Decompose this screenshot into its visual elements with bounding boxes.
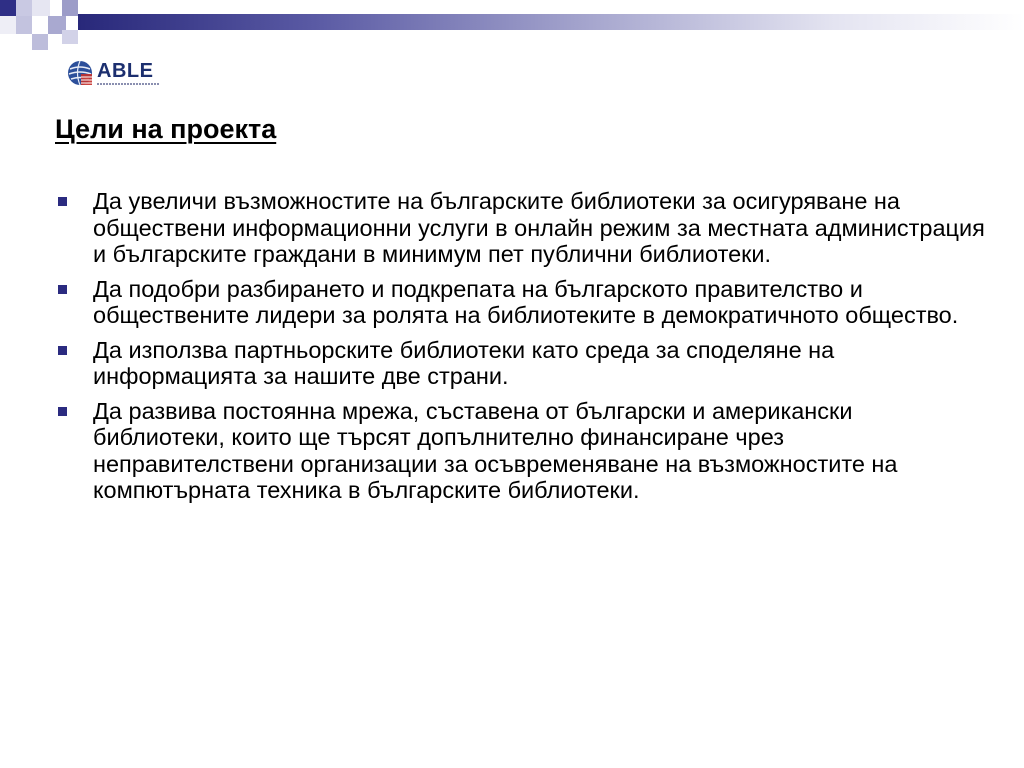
- able-logo: [64, 58, 164, 92]
- logo-text: ABLE: [97, 60, 154, 82]
- bullet-item: [55, 398, 985, 504]
- square-bullet-icon: [58, 285, 67, 294]
- square-bullet-icon: [58, 346, 67, 355]
- square-bullet-icon: [58, 407, 67, 416]
- bullet-item: [55, 276, 985, 329]
- square-bullet-icon: [58, 197, 67, 206]
- decor-square: [32, 34, 48, 50]
- bullet-text: Да развива постоянна мрежа, съставена от български и американски библиотеки, които ще търсят допълнително финансиране чрез неправителствени организации за осъвременяване на възможностите на компютърната техника в българските библиотеки.: [93, 397, 898, 503]
- decor-square: [16, 0, 32, 16]
- decor-square: [32, 0, 50, 16]
- decor-square: [16, 16, 32, 34]
- bullet-text: Да увеличи възможностите на българските библиотеки за осигуряване на обществени информационни услуги в онлайн режим за местната администрация и българските граждани в минимум пет публични библиотеки.: [93, 188, 985, 267]
- bullet-item: [55, 337, 985, 390]
- globe-icon: [66, 59, 94, 87]
- bullet-text: Да използва партньорските библиотеки като среда за споделяне на информацията за нашите две страни.: [93, 336, 835, 389]
- decor-square: [62, 30, 78, 44]
- bullet-item: [55, 188, 985, 268]
- decor-square: [0, 0, 16, 16]
- decor-square: [62, 0, 78, 16]
- header-gradient-band: [78, 14, 1024, 30]
- slide-title: Цели на проекта: [55, 114, 277, 144]
- decor-square: [0, 16, 16, 34]
- logo-tagline-decoration: [97, 83, 159, 85]
- bullet-text: Да подобри разбирането и подкрепата на българското правителство и обществените лидери за ролята на библиотеките в демократичното общество.: [93, 275, 959, 328]
- bullet-list: [55, 188, 985, 512]
